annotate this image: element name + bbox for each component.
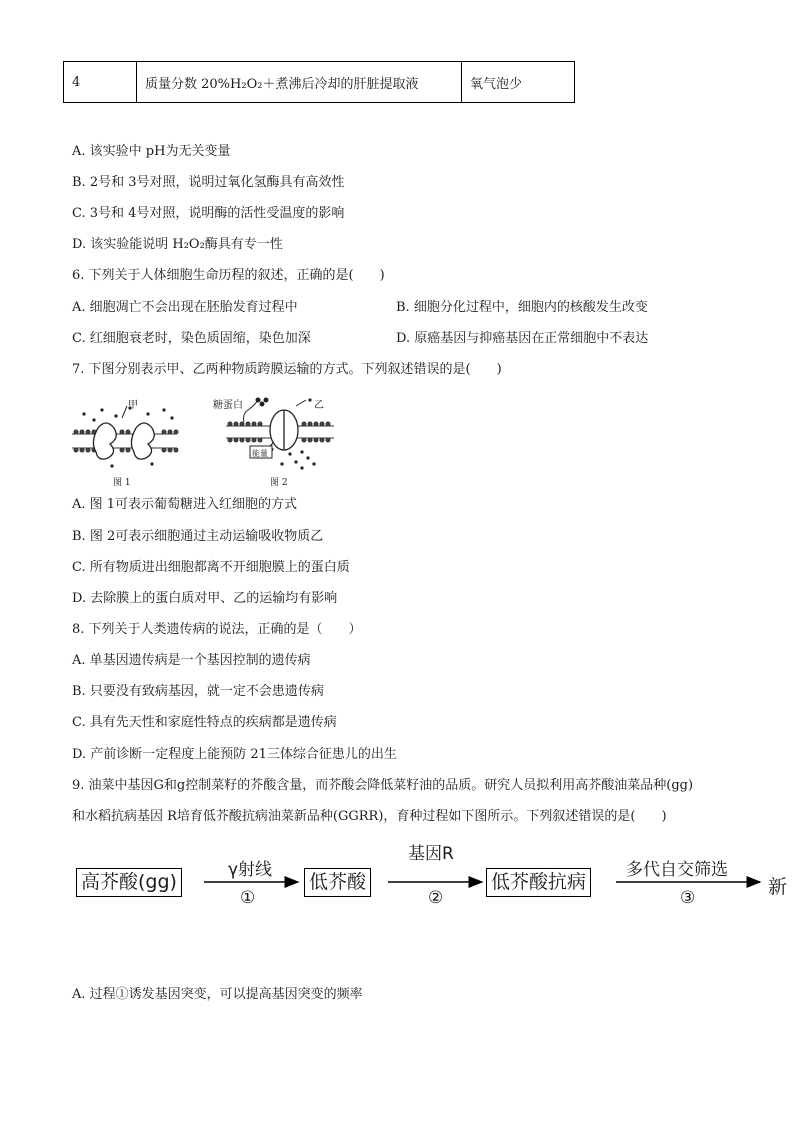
fig2-caption: 图 2 xyxy=(270,478,288,488)
q7-option-c: C. 所有物质进出细胞都离不开细胞膜上的蛋白质 xyxy=(72,560,350,575)
experiment-table xyxy=(63,61,575,103)
q6-stem: 6. 下列关于人体细胞生命历程的叙述，正确的是( ) xyxy=(72,268,385,283)
q9-stem-line1: 9. 油菜中基因G和g控制菜籽的芥酸含量，而芥酸会降低菜籽油的品质。研究人员拟利用高芥酸油菜品种(gg) xyxy=(72,778,694,793)
flow-box-high-erucic: 高芥酸(gg) xyxy=(76,868,182,897)
q6-option-d: D. 原癌基因与抑癌基因在正常细胞中不表达 xyxy=(396,331,649,346)
table-cell-num: 4 xyxy=(64,62,137,103)
q5-option-c: C. 3号和 4号对照，说明酶的活性受温度的影响 xyxy=(72,206,345,221)
q5-option-d: D. 该实验能说明 H₂O₂酶具有专一性 xyxy=(72,237,283,252)
q6-option-b: B. 细胞分化过程中，细胞内的核酸发生改变 xyxy=(396,300,648,315)
fig1-caption: 图 1 xyxy=(113,478,131,488)
flow-box-low-erucic-resistant: 低芥酸抗病 xyxy=(486,868,591,897)
q9-stem-line2: 和水稻抗病基因 R培育低芥酸抗病油菜新品种(GGRR)，育种过程如下图所示。下列叙述错误的是( ) xyxy=(72,809,667,824)
q7-option-b: B. 图 2可表示细胞通过主动运输吸收物质乙 xyxy=(72,529,324,544)
q6-option-c: C. 红细胞衰老时，染色质固缩，染色加深 xyxy=(72,331,311,346)
q7-option-a: A. 图 1可表示葡萄糖进入红细胞的方式 xyxy=(72,497,298,512)
q8-option-c: C. 具有先天性和家庭性特点的疾病都是遗传病 xyxy=(72,715,337,730)
q8-option-a: A. 单基因遗传病是一个基因控制的遗传病 xyxy=(72,653,311,668)
fig2-label-energy: 能量 xyxy=(252,449,268,458)
flow-box-low-erucic: 低芥酸 xyxy=(304,868,371,897)
table-row xyxy=(64,62,575,103)
q7-option-d: D. 去除膜上的蛋白质对甲、乙的运输均有影响 xyxy=(72,591,338,606)
arrow1-bottom-label: ① xyxy=(240,888,256,908)
q5-option-a: A. 该实验中 pH为无关变量 xyxy=(72,144,231,159)
fig2-label-glycoprotein: 糖蛋白 xyxy=(213,400,243,411)
arrow2-top-label: 基因R xyxy=(408,844,454,864)
membrane-figure-1 xyxy=(72,392,182,484)
q9-option-a: A. 过程①诱发基因突变，可以提高基因突变的频率 xyxy=(72,987,363,1002)
q7-stem: 7. 下图分别表示甲、乙两种物质跨膜运输的方式。下列叙述错误的是( ) xyxy=(72,362,502,377)
table-cell-reagent: 质量分数 20%H₂O₂＋煮沸后冷却的肝脏提取液 xyxy=(137,62,462,103)
arrow2-bottom-label: ② xyxy=(428,888,444,908)
q6-option-a: A. 细胞凋亡不会出现在胚胎发育过程中 xyxy=(72,300,298,315)
fig2-label-yi: 乙 xyxy=(314,400,324,411)
pointer-line xyxy=(122,406,127,418)
carrier-protein xyxy=(93,423,154,459)
arrow3-top-label: 多代自交筛选 xyxy=(626,860,728,880)
q5-option-b: B. 2号和 3号对照，说明过氧化氢酶具有高效性 xyxy=(72,175,345,190)
transport-protein xyxy=(270,410,298,450)
q8-option-d: D. 产前诊断一定程度上能预防 21三体综合征患儿的出生 xyxy=(72,747,397,762)
fig1-label-jia: 甲 xyxy=(128,400,138,411)
arrow3-bottom-label: ③ xyxy=(680,888,696,908)
q8-stem: 8. 下列关于人类遗传病的说法，正确的是（ ） xyxy=(72,622,362,637)
membrane-bilayer xyxy=(72,430,178,452)
breeding-flow-diagram xyxy=(0,836,794,916)
flow-tail-text: 新 xyxy=(768,876,788,898)
table-cell-result: 氧气泡少 xyxy=(462,62,575,103)
q8-option-b: B. 只要没有致病基因，就一定不会患遗传病 xyxy=(72,684,324,699)
arrow1-top-label: γ射线 xyxy=(228,860,273,880)
glycoprotein xyxy=(244,398,269,422)
